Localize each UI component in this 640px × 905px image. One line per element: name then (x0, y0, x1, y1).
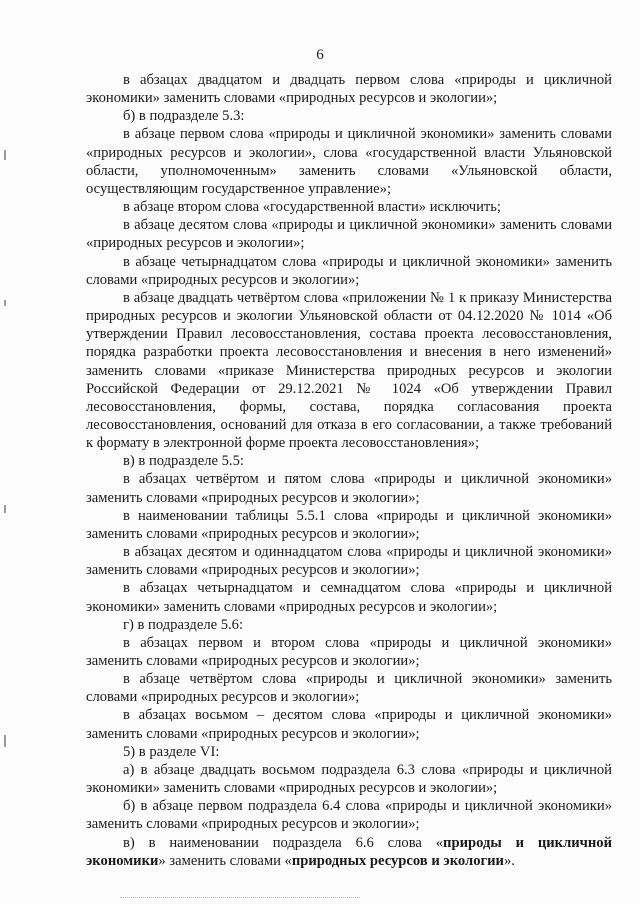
paragraph: в абзаце четвёртом слова «природы и цикличной экономики» заменить словами «природных ресурсов и экологии»; (86, 671, 612, 706)
scan-mark (4, 300, 6, 306)
paragraph: в абзацах четвёртом и пятом слова «природы и цикличной экономики» заменить словами «природных ресурсов и экологии»; (86, 471, 612, 506)
paragraph: в наименовании таблицы 5.5.1 слова «природы и цикличной экономики» заменить словами «природных ресурсов и экологии»; (86, 507, 612, 542)
scan-mark (4, 735, 6, 747)
bold-old-phrase: природы и цикличной экономики (86, 834, 613, 869)
paragraph: в абзаце втором слова «государственной власти» исключить; (123, 199, 501, 216)
paragraph: а) в абзаце двадцать восьмом подраздела 6.3 слова «природы и цикличной экономики» заменить словами «природных ресурсов и экологии»; (86, 761, 612, 797)
paragraph: в абзацах двадцатом и двадцать первом слова «природы и цикличной экономики» заменить словами «природных ресурсов и экологии»; (86, 72, 612, 107)
scan-mark (4, 505, 6, 513)
paragraph: б) в подразделе 5.3: (123, 108, 245, 125)
document-body (86, 71, 612, 870)
paragraph: г) в подразделе 5.6: (123, 616, 244, 633)
scan-mark (4, 150, 6, 160)
paragraph: в абзацах четырнадцатом и семнадцатом слова «природы и цикличной экономики» заменить словами «природных ресурсов и экологии»; (86, 580, 612, 615)
final-paragraph-suffix: ». (503, 852, 515, 869)
paragraph: в абзаце первом слова «природы и цикличной экономики» заменить словами «природных ресурсов и экологии», слова «государственной власти Ульяновской области, уполномоченным» заменить словами «Ульяновской области, осуществляющим государственное управление»; (86, 126, 612, 197)
paragraph: в абзацах первом и втором слова «природы и цикличной экономики» заменить словами «природных ресурсов и экологии»; (86, 634, 612, 669)
paragraph: в) в подразделе 5.5: (123, 453, 244, 470)
final-paragraph-prefix: в) в наименовании подраздела 6.6 слова « (123, 834, 444, 851)
final-paragraph (86, 834, 612, 870)
paragraph: в абзаце двадцать четвёртом слова «приложении № 1 к приказу Министерства природных ресурсов и экологии Ульяновской области от 04.12.2020 № 1014 «Об утверждении Правил лесовосстановления, состава проекта лесовосстановления, порядка разработки проекта лесовосстановления и внесения в него изменений» заменить словами «приказе Министерства природных ресурсов и экологии Российской Федерации от 29.12.2021 № 1024 «Об утверждении Правил лесовосстановления, формы, состава, порядка согласования проекта лесовосстановления, оснований для отказа в его согласовании, а также требований к формату в электронной форме проекта лесовосстановления»; (86, 289, 612, 452)
scan-bottom-edge (120, 897, 360, 900)
paragraph: б) в абзаце первом подраздела 6.4 слова «природы и цикличной экономики» заменить словами «природных ресурсов и экологии»; (86, 798, 612, 833)
paragraph: в абзаце десятом слова «природы и цикличной экономики» заменить словами «природных ресурсов и экологии»; (86, 217, 612, 252)
page-number: 6 (316, 47, 324, 63)
scan-margin-marks (0, 0, 12, 905)
paragraph: в абзацах десятом и одиннадцатом слова «природы и цикличной экономики» заменить словами «природных ресурсов и экологии»; (86, 544, 612, 579)
paragraph: 5) в разделе VI: (123, 743, 220, 760)
paragraph: в абзацах восьмом – десятом слова «природы и цикличной экономики» заменить словами «природных ресурсов и экологии»; (86, 707, 612, 742)
paragraph: в абзаце четырнадцатом слова «природы и цикличной экономики» заменить словами «природных ресурсов и экологии»; (86, 253, 612, 288)
bold-new-phrase: природных ресурсов и экологии (291, 852, 504, 869)
final-paragraph-middle: » заменить словами « (158, 852, 292, 869)
